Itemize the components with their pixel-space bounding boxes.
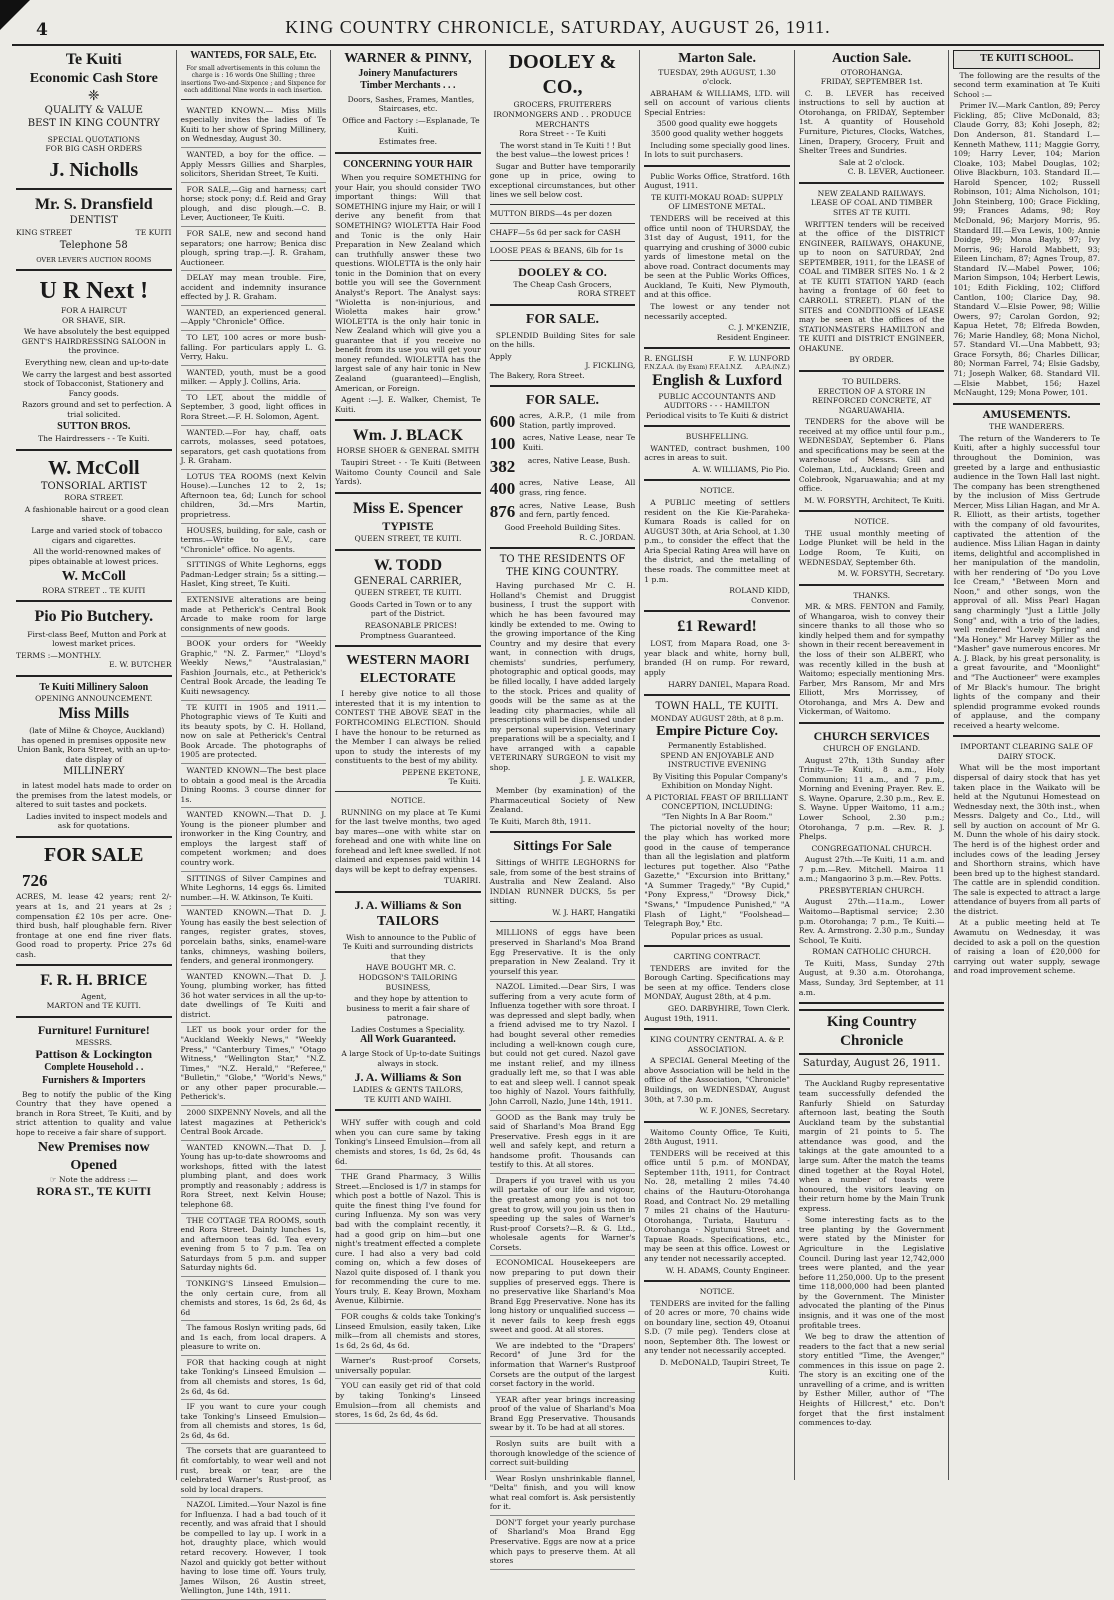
town-hall: TOWN HALL, TE KUITI.: [655, 701, 779, 713]
wanted-bush: WANTED, contract bushmen, 100 acres in areas to suit.: [644, 443, 790, 463]
dairy-text: What will be the most important dispersal of dairy stock that has yet taken place in the Waikato will be held at the Ngutunui Homestead on Wednesday next, the 30th inst., when Messrs. Dalgety and Co., Ltd., will sell by auction on account of Mr G. M. Dunn the whole of his dairy stock. The herd is of the highest order and includes cows of the leading Jersey and Shorthorn strains, which have been bred up to the highest standard. The cattle are in splendid condition. The sale is expected to attract a large attendance of buyers from all parts of the district.: [953, 763, 1101, 916]
for-sale-2: FOR SALE.: [525, 393, 600, 409]
builders-heading: TO BUILDERS.: [842, 376, 901, 386]
resident-engineer: Resident Engineer.: [716, 332, 790, 342]
tenders-text: TENDERS will be received at this office until noon of THURSDAY, the 31st day of August, 1911, for the quarrying and crushing of 3000 cubic yards of limestone metal on the above road. Contract documents may be seen at the Public Works Offices, Auckland, Te Kuiti, New Plymouth, and at this office.: [644, 213, 790, 300]
mccoll-name: W. McColl: [48, 456, 140, 479]
complete-household: Complete Household . .: [44, 1062, 144, 1074]
tailors-label: TAILORS: [376, 914, 439, 930]
queen-street-label: QUEEN STREET, TE KUITI.: [354, 533, 462, 543]
classified-ad: WANTED KNOWN.—That D. J. Young is the pioneer plumber and ironworker in the King Country, and employs the largest staff of competent workmen; and does country work.: [181, 808, 327, 871]
dooley-name-2: DOOLEY & CO.: [518, 264, 607, 279]
dransfield-name: Mr. S. Dransfield: [34, 195, 153, 213]
tree-article: Some interesting facts as to the tree planting by the Government were stated by the Minister for Agriculture in the Legislative Council. During last year 12,742,000 trees were planted, and the year before 11,250,000. Up to the present time 118,000,000 had been planted by the Government. The Minister advocated the planting of the Pinus insignis, and it was one of the most profitable trees.: [798, 1215, 945, 1330]
everything-new-text: Everything new, clean and up-to-date: [24, 358, 169, 368]
acres-number: 726: [22, 871, 48, 891]
empire-picture: Empire Picture Coy.: [656, 724, 779, 740]
year-ad: YEAR after year brings increasing proof of the value of Sharland's Moa Brand Egg Preservative. Thousands swear by it. To be had at all stores.: [490, 1393, 636, 1437]
church-services: CHURCH SERVICES: [813, 728, 930, 743]
miss-mills: Miss Mills: [58, 705, 130, 723]
lost-text: LOST, from Mapara Road, one 3-year black and white, horny bull, branded (H on rump. For reward, apply: [644, 639, 790, 678]
presb-text: August 27th.—11a.m., Lower Waitomo—Baptismal service; 2.30 p.m. Otorohanga; 7 p.m., Te Kuiti.—Rev. A. Armstrong. 2.30 p.m., Sunday School, Te Kuiti.: [798, 897, 945, 945]
economical-ad: ECONOMICAL Housekeepers are now preparing to put down their supplies of preserved eggs. There is no preservative like Sharland's Moa Brand Egg Preservative. None has its long history or unqualified success —it never fails to keep fresh eggs sweet and good. At all stores.: [490, 1256, 636, 1339]
typiste-label: TYPISTE: [382, 518, 434, 533]
jordan-name: R. C. JORDAN.: [579, 532, 636, 542]
waitomo-office: Waitomo County Office, Te Kuiti, 28th August, 1911.: [644, 1127, 790, 1147]
hodgson-text: HAVE BOUGHT MR. C. HODGSON'S TAILORING BUSINESS,: [358, 963, 458, 992]
sale-at: Sale at 2 o'clock.: [838, 157, 905, 167]
wether-hoggets: 3500 good quality wether hoggets: [651, 129, 784, 138]
te-kuiti-waihi: TE KUITI AND WAIHI.: [364, 1094, 452, 1104]
public-meeting: A PUBLIC meeting of settlers resident on the Kie Kie-Paraheka-Kumara Roads is called for on AUGUST 30th, at Aria School, at 1.30 p.m., to consider the effect that the Aria Special Rating Area will have on the district, and the metalling of these roads. The committee meet at 1 p.m.: [644, 498, 790, 584]
messrs-label: MESSRS.: [75, 1037, 113, 1047]
classified-ad: NAZOL Limited.—Your Nazol is fine for Influenza. I had a bad touch of it recently, and was afraid that I should be compelled to lay up. I work in a hot, draughty place, which would retard recovery. However, I took Nazol and quickly got better without having to lose time off. Yours truly, James Wilson, 26 Austin street, Wellington, June 14th, 1911.: [181, 1498, 327, 1600]
public-works-office: Public Works Office, Stratford. 16th August, 1911.: [644, 171, 790, 191]
mills-text: (late of Milne & Choyce, Auckland) has opened in premises opposite new Union Bank, Rora Street, with an up-to-date display of: [17, 726, 171, 764]
coe-heading: CHURCH OF ENGLAND.: [823, 744, 921, 754]
terms-label: TERMS :—MONTHLY.: [16, 650, 102, 660]
land-sale-acres: 100: [489, 434, 516, 454]
economic-cash-store: Economic Cash Store: [29, 71, 158, 87]
te-kuiti-label: TE KUITI: [135, 227, 172, 237]
opening-announcement: OPENING ANNOUNCEMENT.: [35, 694, 153, 704]
mccoll-name-2: W. McColl: [61, 569, 126, 585]
todd-address: QUEEN STREET, TE KUITI.: [354, 588, 462, 598]
good-freehold: Good Freehold Building Sites.: [504, 523, 621, 533]
chaff-line: CHAFF—5s 6d per sack for CASH: [489, 227, 621, 237]
notice-heading-2: NOTICE.: [699, 486, 735, 496]
timber-label: Timber Merchants . . .: [360, 80, 456, 92]
kcc-logo: King Country Chronicle: [799, 1009, 945, 1055]
marton-sale: Marton Sale.: [678, 51, 756, 66]
programme-text: The pictorial novelty of the hour; the play which has worked more good in the cause of temperance than all the legislation and platform lectures put together. Also "Pathe Gazette," "Excursion into Brittany," "A Summer Tragedy," "By Cupid," "Pony Express," "Drowsy Dick," "Swans," "Impudence Punished," "A Flash of Light," "Foolshead—Telegraph Boy," Etc.: [644, 823, 790, 929]
rugby-article: The Auckland Rugby representative team successfully defended the Ranfurly Shield on Saturday afternoon last, beating the South Auckland team by the substantial margin of 21 points to 5. The attendance was good, and the takings at the gate amounted to a large sum. After the match the teams dined together at the Royal Hotel, when a number of toasts were honoured, the visitors leaving on their return home by the Main Trunk express.: [798, 1079, 945, 1213]
todd-text: Goods Carted in Town or to any part of the District.: [349, 599, 472, 619]
land-sale-acres: 382: [489, 456, 516, 476]
popular-prices: Popular prices as usual.: [671, 930, 764, 940]
te-kuiti-heading: Te Kuiti: [65, 51, 122, 68]
land-sale-desc: acres, Native Lease, Bush.: [527, 455, 631, 465]
tuesday-date: TUESDAY, 29th AUGUST, 1.30 o'clock.: [658, 67, 776, 87]
dairy-heading: IMPORTANT CLEARING SALE OF DAIRY STOCK.: [960, 742, 1094, 761]
land-sale-desc: acres, Native Lease, Bush and fern, partly fenced.: [519, 500, 636, 520]
classified-ad: WANTED, a boy for the office. —Apply Messrs Gillies and Sharples, solicitors, Sheridan Street, Te Kuiti.: [181, 148, 327, 183]
brice-name: F. R. H. BRICE: [40, 972, 148, 990]
land-sale-row: [490, 456, 636, 477]
ladies-tailors: LADIES & GENTS TAILORS,: [352, 1085, 464, 1095]
all-work: All Work Guaranteed.: [360, 1034, 456, 1046]
sittings-heading: Sittings For Sale: [513, 839, 612, 855]
quality-value-line2: BEST IN KING COUNTRY: [27, 118, 160, 129]
land-sale-desc: acres, A.R.P., (1 mile from Station, partly improved.: [519, 410, 636, 430]
carting-text: TENDERS are invited for the Borough Carting. Specifications may be seen at my office. Tenders close MONDAY, August 28th, at 4 p.m.: [644, 963, 790, 1002]
classified-ad: LET us book your order for the "Auckland Weekly News," "Weekly Press," "Canterbury Times," "Otago Witness," "Wellington Star," "N.Z. Times," "N.Z. Herald," "Referee," "Bulletin," "Globe," "World's News," or any other paper procurable.—Petherick's.: [181, 1023, 327, 1106]
classified-ad: WANTED.—For hay, chaff, oats carrots, molasses, seed potatoes, separators, get cash quotations from J. R. Graham.: [181, 426, 327, 470]
monday-date: MONDAY AUGUST 28th, at 8 p.m.: [650, 713, 784, 723]
peas-line: LOOSE PEAS & BEANS, 6lb for 1s: [489, 246, 623, 256]
land-sales-list: [490, 411, 636, 522]
thanks-heading: THANKS.: [853, 590, 891, 600]
note-address: ☞ Note the address :—: [49, 1174, 138, 1184]
drapers-record-ad: We are indebted to the "Drapers' Record" of June 3rd for the information that Warner's Rustproof Corsets are the output of the largest corset factory in the world.: [490, 1339, 636, 1393]
classified-ad: WANTED KNOWN.— Miss Mills especially invites the ladies of Te Kuiti to her show of Spring Millinery, on Wednesday, August 30.: [181, 104, 327, 148]
rora-label: Rora Street - - Te Kuiti: [519, 129, 606, 139]
king-street-label: KING STREET: [16, 227, 72, 237]
classified-ad: The famous Roslyn writing pads, 6d and 1s each, from local drapers. A pleasure to write on.: [181, 1321, 327, 1356]
classified-ad: WANTED KNOWN—The best place to obtain a good meal is the Arcadia Dining Rooms. 3 course dinner for 1s.: [181, 764, 327, 808]
ornament-icon: ❈: [87, 87, 100, 104]
black-name: Wm. J. BLACK: [352, 427, 464, 445]
bushfelling-heading: BUSHFELLING.: [685, 432, 749, 442]
coughs-ad: FOR coughs & colds take Tonking's Linseed Emulsion, easily taken, Like milk—from all chemists and stores, 1s 6d, 2s 6d, 4s 6d.: [335, 1310, 481, 1354]
erection-heading: ERECTION OF A STORE IN REINFORCED CONCRETE, AT NGARUAWAHIA.: [812, 386, 932, 415]
lever-text: C. B. LEVER has received instructions to sell by auction at Otorohanga, on FRIDAY, September 1st. A quantity of Household Furniture, Pictures, Clocks, Watches, Linen, Drapery, Grocery, Fruit and Shelter Trees and Sundries.: [798, 88, 945, 156]
grand-pharmacy-ad: THE Grand Pharmacy, 3 Willis Street.—Enclosed is 1/7 in stamps for which post a bottle of Nazol. This is quite the finest thing I've found for curing Influenza. My son was very bad with the complaint recently, it had a good grip on him—but one night's treatment effected a complete cure. I had also a very bad cold coming on, which a few doses of Nazol quite disposed of. I thank you for recommending the cure to me. Yours truly, E. Keay Brown, Moxham Avenue, Kilbirnie.: [335, 1170, 481, 1310]
classified-ad: WANTED, youth, must be a good milker. — Apply J. Collins, Aria.: [181, 366, 327, 391]
column-1: [12, 50, 177, 1480]
estimates-free: Estimates free.: [378, 137, 438, 147]
forsyth-name-2: M. W. FORSYTH, Secretary.: [837, 569, 945, 579]
classified-ad: IF you want to cure your cough take Tonking's Linseed Emulsion— from all chemists and stores, 1s 6d, 2s 6d, 4s 6d.: [181, 1400, 327, 1444]
nzr-heading: NEW ZEALAND RAILWAYS.: [817, 188, 926, 198]
pattison-name: Pattison & Lockington: [35, 1047, 153, 1062]
classified-ad: SITTINGS of White Leghorns, eggs Padman-Ledger strain; 5s a sitting.—Haslet, King street, Te Kuiti.: [181, 558, 327, 593]
for-sale-heading: FOR SALE: [44, 843, 144, 866]
land-sale-row: [490, 433, 636, 454]
ten-nights: "Ten Nights In A Bar Room.": [661, 811, 773, 821]
public-accountants: PUBLIC ACCOUNTANTS AND AUDITORS - - - HAMILTON: [658, 391, 776, 411]
wanteds-note: For small advertisements in this column the charge is : 16 words One Shilling ; three insertions Two-and-Sixpence ; and Sixpence for each additional Nine words in each insertion.: [180, 64, 326, 95]
ladies-invited: Ladies invited to inspect models and ask for quotations.: [26, 811, 168, 831]
classified-ad: TO LET, 100 acres or more bush-falling. For particulars apply L. G. Verry, Haku.: [181, 331, 327, 366]
classified-ad: FOR SALE, new and second hand separators; one harrow; Benica disc plough, spring trap.—J. R. Graham, Auctioneer.: [181, 227, 327, 271]
classified-ad: The corsets that are guaranteed to fit comfortably, to wear well and not rust, break or tear, are the celebrated Warner's Rust-proof, as sold by local drapers.: [181, 1444, 327, 1498]
wanteds-header: WANTEDS, FOR SALE, Etc.: [190, 50, 317, 61]
english-qual: F.N.Z.A.A. (by Exam) F.F.A.I.N.Z.: [644, 363, 743, 371]
special-quotations-line2: FOR BIG CASH ORDERS: [45, 144, 143, 154]
sugar-text: Sugar and Butter have temporarily gone up in price, owing to exceptional circumstances, but other lines we sell below cost.: [489, 161, 636, 200]
land-sale-acres: 876: [489, 501, 516, 521]
columns: [12, 50, 1104, 1596]
black-sub: HORSE SHOER & GENERAL SMITH: [336, 446, 480, 456]
salon-text: We have absolutely the best equipped GENT'S HAIRDRESSING SALOON in the province.: [21, 327, 170, 356]
pio-pio-butchery: Pio Pio Butchery.: [34, 608, 154, 626]
todd-name: W. TODD: [373, 556, 442, 574]
masthead: [12, 10, 1104, 46]
land-sale-acres: 600: [489, 411, 516, 431]
classified-ad: DELAY may mean trouble. Fire, accident and indemnity insurance effected by J. R. Graham.: [181, 271, 327, 306]
haircut-line2: OR SHAVE, SIR.: [62, 315, 126, 325]
spend-evening: SPEND AN ENJOYABLE AND INSTRUCTIVE EVENING: [660, 750, 774, 770]
pictorial-feast: A PICTORIAL FEAST OF BRILLIANT CONCEPTION, INCLUDING:: [645, 792, 789, 812]
residents-text: Having purchased Mr C. H. Holland's Chemist and Druggist business, I trust the support with which he has been favoured may kindly be extended to me. Owing to the growing importance of the King Country and my desire that every want, in connection with drugs, chemists' sundries, perfumery, photographic and optical goods, may be filled locally, I have added largely to the stock. Prices and quality of goods will be the same as at the leading city pharmacies, while all prescriptions will be dispensed under my personal supervision. Veterinary preparations will be a specialty, and I have arranged with a capable VETERINARY SURGEON to visit my shop.: [489, 581, 636, 773]
pepene-place: Te Kuiti.: [448, 777, 481, 787]
mkenzie-name: C. J. M'KENZIE,: [728, 323, 790, 333]
millions-ad: MILLIONS of eggs have been preserved in Sharland's Moa Brand Egg Preservative. It is the only preparation in New Zealand. Try it yourself this year.: [490, 926, 636, 980]
millinery-label: MILLINERY: [63, 766, 125, 778]
dont-forget-ad: DON'T forget your yearly purchase of Sharland's Moa Brand Egg Preservative. Eggs are now at a price which pays to preserve them. At all stores: [490, 1516, 636, 1570]
classified-ad: HOUSES, building, for sale, cash or terms.—Write to E.V., care "Chronicle" office. No agents.: [181, 524, 327, 559]
worst-stand: The worst stand in Te Kuiti ! ! But the best value—the lowest prices !: [495, 140, 631, 160]
telephone-label: Telephone 58: [59, 240, 128, 252]
notice-heading-4: NOTICE.: [854, 517, 889, 527]
butchery-text: First-class Beef, Mutton and Pork at lowest market prices.: [27, 629, 167, 649]
agent-label: Agent,: [81, 991, 107, 1001]
hart-name: W. J. HART, Hangatiki: [552, 907, 636, 917]
drapers-ad: Drapers if you travel with us you will partake of our life and vigour, the greatest among you is not too great to grow, will you join us then in speeding up the sales of Warner's Rust-proof Corsets?—R. & G. Ltd., wholesale agents for Warner's Corsets.: [490, 1174, 636, 1257]
special-quotations-line1: SPECIAL QUOTATIONS: [47, 134, 140, 144]
tenders-waitomo: TENDERS will be received at this office until 5 p.m. of MONDAY, September 11th, 1911, for Contract No. 28, metalling 2 miles 74.40 chains of the Hauturu-Otorohanga Road, and Contract No. 29 metalling 7 miles 21 chains of the Hauturu-Otorohanga, Turiata, Hauturu - Otorohanga - Ngutunui Street and Tapuae Roads. Specifications, etc., may be seen at this office. Lowest or any tender not necessarily accepted.: [644, 1148, 790, 1263]
thanks-text: MR. & MRS. FENTON and Family, of Whangaroa, wish to convey their sincere thanks to all those who so kindly helped them and for sympathy shown in their recent bereavement in the loss of their son ALBERT, who was recently killed in the bush at Waitomo; especially mentioning Mrs. Farber, Mrs Ransom, Mr and Mrs Elliott, Mrs Morrissey, of Otorohanga, and Mrs A. Dew and Vickerman, of Waitomo.: [798, 602, 945, 717]
furnishers-importers: Furnishers & Importers: [42, 1075, 146, 1087]
mccoll-text-1: A fashionable haircut or a good clean shave.: [24, 504, 169, 524]
visiting-text: By Visiting this Popular Company's Exhibition on Monday Night.: [652, 771, 788, 791]
sittings-text: Sittings of WHITE LEGHORNS for sale, from some of the best strains of Australia and New Zealand. Also INDIAN RUNNER DUCKS, 5s per sitting.: [489, 858, 636, 906]
page-number: 4: [36, 20, 48, 40]
lunford-name: F. W. LUNFORD: [728, 354, 790, 364]
school-results: Primer IV.—Mark Cantlon, 89; Percy Fickling, 85; Clive McDonald, 83; Claude Gorry, 83; Kohi Joseph, 82; Don Anderson, 81. Standard I.—Kenneth Mathew, 111; Maggie Gorry, 109; Harry Lever, 104; Marion Cloake, 103; Mabel Douglas, 102; Olive Blackburn, 103. Standard II.—Harold Spencer, 102; Russell Robinson, 101; Alma Nicholson, 101; John Steinberg, 100; Grace Fickling, 99; Frances Adams, 98; Roy McDonald, 96; Marjory Morris, 95. Standard III.—Eva Lewis, 100; Annie Doidge, 99; Mona Bayly, 97; Ivy Morris, 96; Harold Mabbett, 93; Eileen Lincham, 87; Agnes Troup, 87. Standard IV.—Mabel Power, 106; Marion Simpson, 104; Herbert Lewis, 101; Edith Fickling, 102; Clifford Cantlon, 100; Clarice Day, 98. Standard V.—Elsie Power, 98; Willie Owers, 97; Carolan Gordon, 92; Kapua Hetet, 78; Elfreda Bowden, 76; Marie Handley, 68; Mona Nichol, 57. Standard VI.—Una Mabbett, 93; Grace Forsyth, 86; Charles Dillicar, 80; Norman Farrel, 74; Elsie Gadsby, 71; Joseph Walker, 68. Standard VII.—Elsie Mabbet, 156; Hazel McNaught, 129; Mona Power, 101.: [953, 101, 1101, 398]
wanderers-text: The return of the Wanderers to Te Kuiti, after a highly successful tour throughout the Dominion, was greeted by a large and enthusiastic audience in the Town Hall last night. The company has been strengthened by the inclusion of Miss Gertrude Mercer, Miss Lilian Hagan, and Mr A. R. Elliott, as their artists, together with the company of old favourites, captivated the attention of the audience. Miss Lilian Hagan in dainty items, delightful and accomplished in her manipulation of the mandolin, with her rendering of "Do you Love Ice Cream," "Between Morn and Noon," and other songs, won the approval of all. Miss Pearl Hagan sang charmingly "Just a Little Jolly Song" and, with a trio of the ladies, well rendered "Lovely Spring" and "Ma Honey." Mr Harvey Miller as the "Masher" gave numerous encores. Mr A. J. Black, by his great personality, is a great favourite, and "Moonlight" and "The Auctioneer" were examples of Mr Black's humour. The bright lights of the company and their splendid programme evoked rounds of applause, and the company received a hearty welcome.: [953, 433, 1101, 730]
land-sale-desc: acres, Native Lease, All grass, ring fence.: [519, 478, 636, 497]
english-luxford: English & Luxford: [652, 372, 782, 390]
english-name: R. ENGLISH: [644, 354, 693, 364]
reasonable-prices: REASONABLE PRICES! Promptness Guaranteed.: [359, 620, 458, 640]
notice-heading: NOTICE.: [390, 795, 426, 805]
rc-heading: ROMAN CATHOLIC CHURCH.: [812, 947, 931, 957]
mills-text-2: in latest model hats made to order on the premises from the latest models, or altered to suit tastes and pockets.: [16, 781, 172, 810]
ladies-costumes: Ladies Costumes a Speciality.: [350, 1024, 466, 1034]
rora-te-kuiti-label: RORA STREET .. TE KUITI: [42, 585, 146, 595]
pepene-name: PEPENE EKETONE,: [402, 767, 481, 777]
williams-name-2: J. A. Williams & Son: [354, 1070, 462, 1085]
sutton-tagline: The Hairdressers - - Te Kuiti.: [38, 434, 150, 444]
lodge-text: THE usual monthly meeting of Lodge Plunket will be held in the Lodge Room, Te Kuiti, on WEDNESDAY, September 6th.: [798, 528, 945, 567]
abraham-text: ABRAHAM & WILLIAMS, LTD. will sell on account of various clients Special Entries:: [644, 88, 790, 117]
dooley-name: DOOLEY & CO.,: [508, 51, 617, 99]
classified-ad: EXTENSIVE alterations are being made at Petherick's Central Book Arcade to make room for large consignments of new goods.: [181, 593, 327, 637]
all-work-text: A large Stock of Up-to-date Suitings always in stock.: [341, 1048, 481, 1068]
classified-ad: FOR SALE,—Gig and harness; cart horse; stock pony; d.f. Reid and Gray plough, and disc plough.—C. B. Lever, Auctioneer, Te Kuiti.: [181, 183, 327, 227]
column-6: [795, 50, 950, 1480]
haircut-line1: FOR A HAIRCUT: [60, 306, 127, 316]
wanderers-heading: THE WANDERERS.: [989, 422, 1065, 432]
permanently: Permanently Established.: [667, 740, 767, 750]
including-text: Including some specially good lines. In lots to suit purchasers.: [644, 140, 790, 160]
black-address: Taupiri Street - - Te Kuiti (Between Waitomo County Council and Sale Yards).: [335, 458, 481, 487]
column-4: [486, 50, 641, 1566]
stock-text: We carry the largest and best assorted stock of Tobacconist, Stationery and Fancy goods.: [22, 369, 172, 398]
rc-text: Te Kuiti, Mass, Sunday 27th August, at 9.30 a.m. Otorohanga, Mass, Sunday, 3rd September, at 11 a.m.: [798, 958, 945, 997]
periodical-visits: Periodical visits to Te Kuiti & district: [646, 410, 789, 420]
classified-ad: TE KUITI in 1905 and 1911.—Photographic views of Te Kuiti and its beauty spots, by C. H. Holland, now on sale at Petherick's Central Book Arcade. The photographs of 1905 are protected.: [181, 701, 327, 764]
rora-street-2: RORA STREET: [577, 289, 636, 299]
column-3: [331, 50, 486, 1480]
forsyth-name: M. W. FORSYTH, Architect, Te Kuiti.: [804, 495, 945, 505]
amusements-heading: AMUSEMENTS.: [982, 409, 1071, 421]
for-sale-1: FOR SALE.: [525, 311, 600, 327]
kcca-heading: KING COUNTRY CENTRAL A. & P. ASSOCIATION.: [650, 1035, 785, 1054]
classified-ad: BOOK your orders for "Weekly Graphic," "N. Z. Farmer," "Lloyd's Weekly News," "Australasian," Fashion Journals, etc., at Petherick's Central Book Arcade, the leading Te Kuiti newsagency.: [181, 637, 327, 700]
western-maori: WESTERN MAORI: [346, 653, 470, 669]
column-5: [640, 50, 795, 1480]
carting-heading: CARTING CONTRACT.: [673, 952, 761, 962]
lunford-qual: A.P.A.(N.Z.): [755, 363, 790, 371]
new-premises: New Premises now Opened: [37, 1140, 150, 1174]
roslyn-ad: Roslyn suits are built with a thorough knowledge of the science of correct suit-building: [490, 1437, 636, 1472]
serial-article: We beg to draw the attention of readers to the fact that a new serial story entitled "Time, the Avenger," commences in this issue on page 2. The story is an exciting one of the unravelling of a crime, and is written by Esther Miller, author of "The Heights of Hillcrest," etc. Don't forget that the first instalment commences to-day.: [798, 1332, 945, 1428]
acres-text: ACRES, M. lease 42 years; rent 2/- years at 1s, and 21 years at 2s ; compensation £2 10s per acre. One-third bush, half ploughable fern. River frontage at one end fine river flats. Good road to property. Price 27s 6d cash.: [16, 892, 172, 959]
jones-name: W. F. JONES, Secretary.: [699, 1106, 790, 1116]
why-ad: WHY suffer with cough and cold when you can cure same by taking Tonking's Linseed Emulsion—from all chemists and stores, 1s 6d, 2s 6d, 4s 6d.: [335, 1116, 481, 1170]
classified-ads: [181, 104, 327, 1600]
walker-text: Member (by examination) of the Pharmaceutical Society of New Zealand.: [489, 786, 636, 815]
notice-heading-3: NOTICE.: [699, 1287, 735, 1297]
hair-text: When you require SOMETHING for your Hair, you should consider TWO important things: Will that SOMETHING injure my Hair, or will I derive any benefit from that SOMETHING? WIOLETTA Hair Food and Tonic is the only Hair Preparation in New Zealand which can truthfully answer these two questions. WIOLETTA is the only hair tonic in the Dominion that on every bottle you will see the Government Analyst's Report. The Analyst says: "Wioletta is non-injurious, and Wioletta makes hair grow." WIOLETTA is the only hair tonic in New Zealand which will give you a guarantee that if you receive no benefit from its use you will get your money refunded. WIOLETTA has the largest sale of any hair tonic in New Zealand (guaranteed)—English, American, or Foreign.: [335, 173, 481, 393]
cong-heading: CONGREGATIONAL CHURCH.: [811, 843, 932, 853]
land-sale-row: [490, 501, 636, 522]
wear-ad: Wear Roslyn unshrinkable flannel, "Delta" finish, and you will know what real comfort is. Ask persistently for it.: [490, 1472, 636, 1516]
land-sale-desc: acres, Native Lease, near Te Kuiti.: [522, 433, 636, 452]
lowest-text: The lowest or any tender not necessarily accepted.: [644, 302, 790, 321]
classified-ad: WANTED KNOWN.—That D. J. Young has up-to-date showrooms and workshops, fitted with the latest plumbing plant, and does work promptly and reasonably ; address is Rora Street, next Kelvin House; telephone 68.: [181, 1141, 327, 1214]
cheap-cash-grocers: The Cheap Cash Grocers,: [513, 279, 612, 289]
marton-te-kuiti: MARTON and TE KUITI.: [46, 1001, 141, 1011]
cong-text: August 27th.—Te Kuiti, 11 a.m. and 7 p.m.—Rev. Mitchell. Mairoa 11 a.m.; Mangaorino 3 p.m.—Rev. Potts.: [798, 855, 945, 884]
hair-agent: Agent :—J. E. Walker, Chemist, Te Kuiti.: [335, 395, 481, 414]
special-meeting: A SPECIAL General Meeting of the above Association will be held in the office of the Association, "Chronicle" Buildings, on WEDNESDAY, August 30th, at 7.30 p.m.: [644, 1056, 790, 1104]
walker-date: Te Kuiti, March 8th, 1911.: [489, 816, 592, 826]
masthead-title: KING COUNTRY CHRONICLE, SATURDAY, AUGUST 26, 1911.: [285, 16, 831, 37]
electorate: ELECTORATE: [359, 670, 456, 686]
coe-text: August 27th, 13th Sunday after Trinity.—Te Kuiti, 8 a.m., Holy Communion; 11 a.m., and 7 p.m., Morning and Evening Prayer. Rev. E. S. Wayne. Oparure, 2.30 p.m., Rev. E. S. Wayne. Upper Waitomo, 11 a.m.; Lower School, 2.30 p.m.; Otorohanga, 7 p.m. —Rev. R. J. Phelps.: [798, 755, 945, 842]
butcher-name: E. W. BUTCHER: [109, 660, 172, 670]
mokau-road: TE KUITI-MOKAU ROAD: SUPPLY OF LIMESTONE METAL.: [651, 192, 784, 212]
classified-ad: 2000 SIXPENNY Novels, and all the latest magazines at Petherick's Central Book Arcade.: [181, 1106, 327, 1141]
column-7: [949, 50, 1104, 1480]
convenor-label: Convenor.: [751, 595, 790, 605]
column-2: [177, 50, 332, 1596]
ewe-hoggets: 3500 good quality ewe hoggets: [656, 119, 778, 129]
classified-ad: LOTUS TEA ROOMS (next Kelvin House).—Lunches 12 to 2, 1s; Afternoon tea, 6d; Lunch for school children, 3d.—Mrs Martin, proprietress.: [181, 470, 327, 524]
nazol-ad: NAZOL Limited.—Dear Sirs, I was suffering from a very acute form of Influenza together with sore throat. I was depressed and slept badly, when a friend advised me to try Nazol. I had bought several other remedies including a well-known cough cure, but could not get cured. Nazol gave me instant relief, and my illness gradually left me, so that I was able to eat and sleep well. I cannot speak too highly of Nazol. Yours faithfully, John Carroll, Nazlo, June 14th, 1911.: [490, 980, 636, 1110]
sutton-bros: SUTTON BROS.: [57, 421, 131, 433]
auction-sale: Auction Sale.: [831, 51, 912, 66]
mcdonald-name: D. McDONALD, Taupiri Street, Te Kuiti.: [659, 1358, 790, 1377]
joinery-label: Joinery Manufacturers: [358, 67, 458, 79]
classified-ad: TONKING'S Linseed Emulsion— the only certain cure, from all chemists and stores, 1s 6d, 2s 6d, 4s 6d: [181, 1277, 327, 1321]
nicholls-name: J. Nicholls: [49, 158, 139, 181]
williams-text-2: and they hope by attention to business to merit a fair share of patronage.: [346, 994, 470, 1023]
land-sale-row: [490, 411, 636, 432]
aug19-date: August 19th, 1911.: [644, 1013, 718, 1023]
land-sale-acres: 400: [489, 479, 516, 499]
address-label: RORA ST., TE KUITI: [36, 1184, 152, 1199]
presb-heading: PRESBYTERIAN CHURCH.: [819, 885, 925, 895]
notice-text: RUNNING on my place at Te Kumi for the last twelve months, two aged bay mares—one with white star on forehead and one with white line on forehead and left knee swelled. If not claimed and expenses paid within 14 days will be kept to defray expenses.: [335, 807, 481, 874]
cure-ad: YOU can easily get rid of that cold by taking Tonking's Linseed Emulsion—from all chemists and stores, 1s 6d, 2s 6d, 4s 6d.: [335, 1379, 481, 1423]
williams-name: J. A. Williams & Son: [354, 898, 462, 913]
razors-text: Razors ground and set to perfection. A trial solicited.: [22, 400, 172, 419]
quality-value-line1: QUALITY & VALUE: [44, 105, 143, 117]
tuariri-name: TUARIRI.: [444, 876, 481, 886]
darbyhire-name: GEO. DARBYHIRE, Town Clerk.: [667, 1004, 790, 1014]
lever-name: C. B. LEVER, Auctioneer.: [847, 167, 945, 177]
williams-text: Wish to announce to the Public of Te Kuiti and surrounding districts that they: [342, 932, 476, 961]
classified-ad: WANTED KNOWN.—That D. J. Young has easily the best selection of ranges, register grates, stoves, porcelain baths, sinks, enamel-ware tanks, chimneys, washing boilers, fenders, and general ironmongery.: [181, 906, 327, 969]
saturday-date: Saturday, August 26, 1911.: [802, 1057, 941, 1069]
tenders-builders: TENDERS for the above will be received at my office until four p.m., WEDNESDAY, September 6. Plans and specifications may be seen at the warehouse of Messrs. Gill and Coleman, Ltd., Auckland; Green and Colebrook, Ngaruawahia; and at my office.: [798, 417, 945, 494]
classified-ad: TO LET, about the middle of September, 3 good, light offices in Rora Street.—F. H. Solomon, Agent.: [181, 391, 327, 426]
classified-ad: THE COTTAGE TEA ROOMS, south end Rora Street. Dainty lunches 1s, and afternoon teas 6d. Tea every evening from 5 to 7 p.m. Tea on Saturdays from 5 p.m. and supper Saturday nights 6d.: [181, 1214, 327, 1277]
daniel-name: HARRY DANIEL, Mapara Road.: [668, 679, 790, 689]
reward-heading: £1 Reward!: [677, 618, 757, 636]
mccoll-text-3: All the world-renowned makes of pipes obtainable at lowest prices.: [29, 547, 161, 566]
doors-text: Doors, Sashes, Frames, Mantles, Staircases, etc.: [347, 94, 475, 114]
apply-label: Apply: [489, 351, 512, 361]
hair-heading: CONCERNING YOUR HAIR: [343, 158, 473, 170]
fickling-name: J. FICKLING,: [585, 361, 636, 371]
tonsorial-artist: TONSORIAL ARTIST: [40, 480, 147, 492]
u-r-next-heading: U R Next !: [39, 278, 149, 304]
school-heading: TE KUITI SCHOOL.: [953, 50, 1100, 69]
walker-name: J. E. WALKER,: [580, 774, 636, 784]
grocers-label: GROCERS, FRUITERERS IRONMONGERS AND . . PRODUCE MERCHANTS: [493, 100, 632, 129]
land-sale-row: [490, 478, 636, 499]
millinery-saloon: Te Kuiti Millinery Saloon: [39, 681, 149, 693]
classified-ad: FOR that hacking cough at night take Tonking's Linseed Emulsion —from all chemists and stores, 1s 6d, 2s 6d, 4s 6d.: [181, 1356, 327, 1400]
residents-heading: TO THE RESIDENTS OF THE KING COUNTRY.: [499, 554, 626, 578]
adams-name: W. H. ADAMS, County Engineer.: [665, 1265, 790, 1275]
friday-date: FRIDAY, SEPTEMBER 1st.: [820, 77, 923, 87]
spencer-name: Miss E. Spencer: [353, 499, 463, 517]
classified-ad: WANTED KNOWN.—That D. J. Young, plumbing worker, has fitted 36 hot water services in all the up-to-date dwellings of Te Kuiti and district.: [181, 970, 327, 1024]
lease-heading: LEASE OF COAL AND TIMBER SITES AT TE KUITI.: [810, 198, 933, 217]
mccoll-text-2: Large and varied stock of tobacco cigars and cigarettes.: [31, 526, 163, 545]
otorohanga-label: OTOROHANGA.: [840, 67, 903, 77]
good-bank-ad: GOOD as the Bank may truly be said of Sharland's Moa Brand Egg Preservative. Fresh eggs in it are well and safely kept, and return a handsome profit. Thousands can testify to this. At all stores.: [490, 1111, 636, 1174]
beg-text: Beg to notify the public of the King Country that they have opened a branch in Rora Street, Te Kuiti, and by strict attention to quality and value hope to receive a fair share of support.: [16, 1089, 172, 1137]
rora-street-label: RORA STREET.: [64, 493, 124, 503]
tenders-falling: TENDERS are invited for the falling of 20 acres or more, 70 chains wide on boundary line, section 49, Otoanui S.D. (7 mile peg). Tenders close at noon, September 8th. The lowest or any tender not necessarily accepted.: [644, 1298, 790, 1356]
office-text: Office and Factory :—Esplanade, Te Kuiti.: [342, 115, 480, 135]
kidd-name: ROLAND KIDD,: [729, 586, 790, 596]
carrier-label: GENERAL CARRIER,: [354, 575, 462, 587]
school-intro: The following are the results of the second term examination at Te Kuiti School :—: [953, 70, 1101, 99]
maori-text: I hereby give notice to all those interested that it is my intention to CONTEST THE ABOVE SEAT in the FORTHCOMING ELECTION. Should I have the honour to be returned as the Member I can always be relied upon to study the interests of my constituents to the best of my ability.: [335, 689, 481, 766]
dentist-label: DENTIST: [69, 215, 118, 227]
splendid-text: SPLENDID Building Sites for sale on the hills.: [489, 330, 636, 350]
williams-pio: A. W. WILLIAMS, Pio Pio.: [692, 464, 790, 474]
written-tenders: WRITTEN tenders will be received at the office of the DISTRICT ENGINEER, RAILWAYS, OHAKUNE, up to noon on SATURDAY, 2nd SEPTEMBER, 1911, for the LEASE of COAL and TIMBER SITES No. 1 & 2 at TE KUITI STATION YARD (each having a frontage of 60 feet to CARROLL STREET). PLAN of the SITES and CONDITIONS of LEASE may be seen at the offices of the STATIONMASTERS HAMILTON and TE KUITI and DISTRICT ENGINEER, OHAKUNE.: [798, 219, 945, 353]
bakery-label: The Bakery, Rora Street.: [489, 370, 585, 380]
over-lever-label: OVER LEVER'S AUCTION ROOMS: [36, 255, 152, 264]
by-order: BY ORDER.: [849, 355, 894, 365]
classified-ad: SITTINGS of Silver Campines and White Leghorns, 14 eggs 6s. Limited number.—H. W. Atkinson, Te Kuiti.: [181, 872, 327, 907]
mutton-birds: MUTTON BIRDS—4s per dozen: [489, 209, 612, 218]
corsets-ad: Warner's Rust-proof Corsets, universally popular.: [335, 1354, 481, 1379]
classified-ad: WANTED, an experienced general. —Apply "Chronicle" Office.: [181, 306, 327, 331]
furniture-heading: Furniture! Furniture!: [37, 1022, 150, 1037]
meeting-text: At a public meeting held at Te Awamutu on Wednesday, it was decided to ask a poll on the question of raising a loan of £20,000 for carrying out water supply, sewage and road improvement scheme.: [953, 918, 1101, 976]
warner-pinny: WARNER & PINNY,: [344, 51, 472, 66]
